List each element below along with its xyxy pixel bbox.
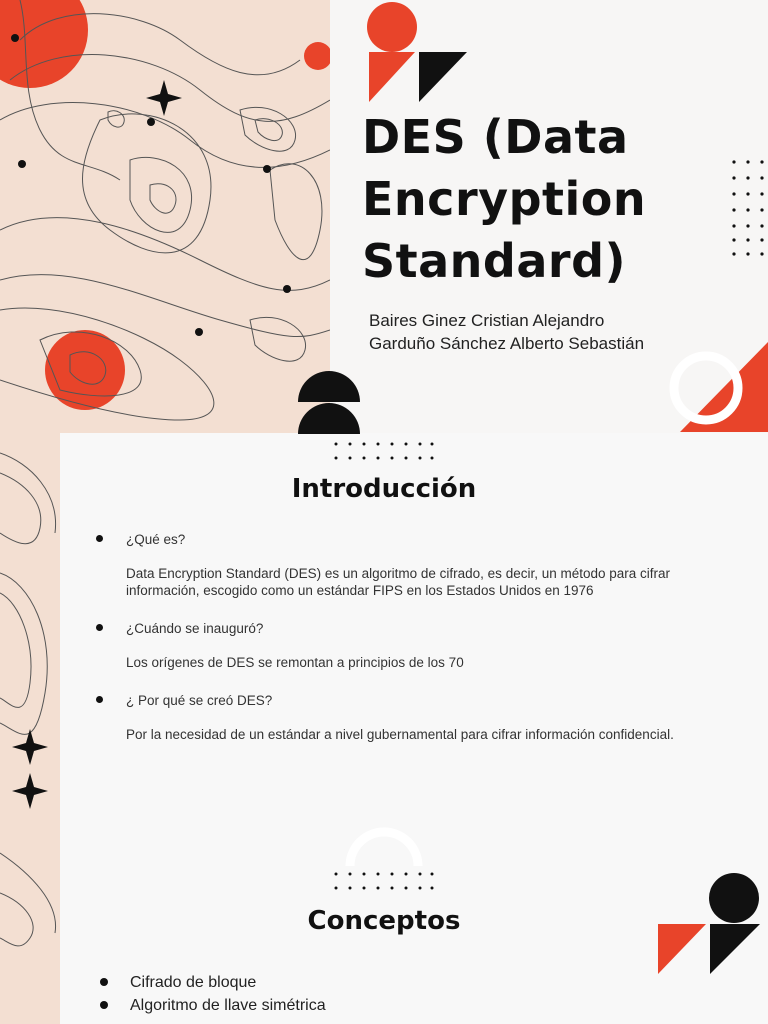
title-line: Standard)	[362, 234, 627, 288]
question-text: ¿Qué es?	[126, 532, 186, 547]
decorative-panel	[0, 0, 330, 433]
logo-mark	[365, 0, 475, 105]
document-title	[362, 106, 762, 292]
ring-triangle-decoration	[668, 342, 768, 434]
bullet-icon	[96, 535, 103, 542]
bullet-icon	[100, 1001, 108, 1009]
question-text: ¿Cuándo se inauguró?	[126, 621, 264, 636]
list-item	[100, 972, 256, 994]
authors	[369, 309, 644, 355]
list-item	[96, 620, 716, 671]
answer-text: Data Encryption Standard (DES) es un algoritmo de cifrado, es decir, un método para cifrar información, escogido como un estándar FIPS en los Estados Unidos en 1976	[126, 566, 671, 598]
list-item	[96, 531, 716, 599]
half-circle-decoration	[296, 368, 362, 434]
bullet-icon	[96, 696, 103, 703]
author-name: Garduño Sánchez Alberto Sebastián	[369, 334, 645, 353]
intro-heading: Introducción	[291, 474, 477, 504]
title-line: DES (Data	[362, 110, 629, 164]
answer-text: Por la necesidad de un estándar a nivel gubernamental para cifrar información confidencial.	[126, 727, 674, 742]
bullet-icon	[100, 978, 108, 986]
author-name: Baires Ginez Cristian Alejandro	[369, 311, 605, 330]
bullet-icon	[96, 624, 103, 631]
concept-text: Algoritmo de llave simétrica	[130, 997, 326, 1014]
answer-text: Los orígenes de DES se remontan a principios de los 70	[126, 655, 464, 670]
concept-text: Cifrado de bloque	[130, 974, 257, 991]
contour-pattern	[0, 0, 330, 433]
dot-grid	[331, 440, 437, 464]
half-ring-decoration	[344, 826, 424, 868]
dot-grid	[331, 870, 437, 894]
question-text: ¿ Por qué se creó DES?	[126, 693, 273, 708]
logo-mark	[656, 872, 762, 976]
list-item	[96, 692, 716, 743]
title-line: Encryption	[362, 172, 647, 226]
concepts-heading: Conceptos	[307, 906, 461, 936]
list-item	[100, 995, 326, 1017]
